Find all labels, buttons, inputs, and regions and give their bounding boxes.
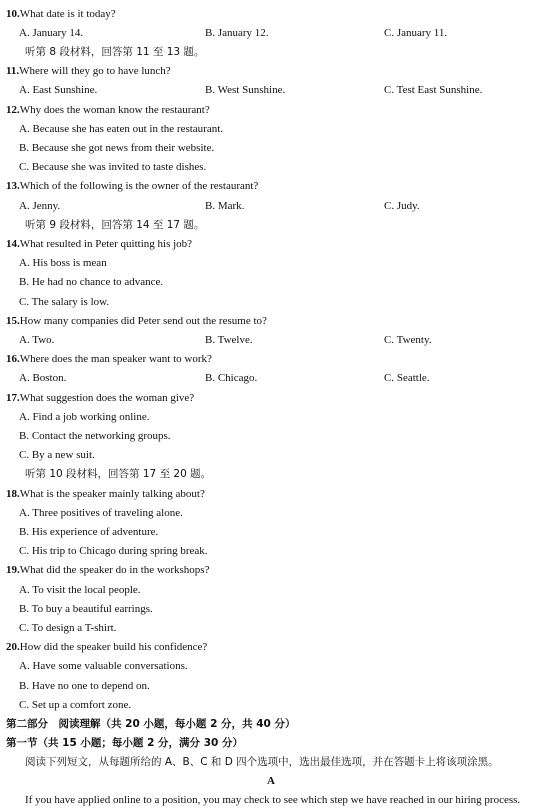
question-12: 12.Why does the woman know the restaurant?: [6, 104, 210, 116]
question-18: 18.What is the speaker mainly talking about?: [6, 488, 205, 500]
listening-note-10: 听第 10 段材料，回答第 17 至 20 题。: [25, 468, 212, 480]
option-a: A. To visit the local people.: [19, 584, 141, 596]
option-a: A. Have some valuable conversations.: [19, 660, 188, 672]
option-c: C. Judy.: [384, 200, 420, 212]
question-17: 17.What suggestion does the woman give?: [6, 392, 195, 404]
option-c: C. His trip to Chicago during spring break.: [19, 545, 208, 557]
option-c: C. Twenty.: [384, 334, 432, 346]
passage-text: If you have applied online to a position, you may check to see which step we have reached in our hiring process.: [25, 794, 521, 806]
option-b: B. Have no one to depend on.: [19, 680, 150, 692]
question-11-options: [0, 81, 542, 100]
option-c: C. To design a T-shirt.: [19, 622, 117, 634]
option-b: B. Twelve.: [205, 334, 253, 346]
question-13-options: [0, 197, 542, 216]
option-b: B. Because she got news from their website.: [19, 142, 215, 154]
question-20: 20.How did the speaker build his confidence?: [6, 641, 208, 653]
question-19: 19.What did the speaker do in the workshops?: [6, 564, 210, 576]
option-c: C. Test East Sunshine.: [384, 84, 483, 96]
option-c: C. By a new suit.: [19, 449, 95, 461]
option-b: B. January 12.: [205, 27, 269, 39]
option-c: C. Seattle.: [384, 372, 430, 384]
option-b: B. He had no chance to advance.: [19, 276, 164, 288]
option-a: A. Boston.: [19, 372, 67, 384]
question-16-options: [0, 369, 542, 388]
option-c: C. The salary is low.: [19, 296, 110, 308]
part-two-heading: 第二部分 阅读理解（共 20 小题，每小题 2 分，共 40 分）: [6, 718, 296, 730]
option-a: A. His boss is mean: [19, 257, 107, 269]
option-a: A. January 14.: [19, 27, 84, 39]
question-11: 11.Where will they go to have lunch?: [6, 65, 171, 77]
option-b: B. His experience of adventure.: [19, 526, 159, 538]
passage-label: A: [267, 775, 275, 787]
question-15: 15.How many companies did Peter send out the resume to?: [6, 315, 267, 327]
question-10: 10.What date is it today?: [6, 8, 116, 20]
option-a: A. Two.: [19, 334, 55, 346]
question-14: 14.What resulted in Peter quitting his job?: [6, 238, 193, 250]
option-c: C. Because she was invited to taste dishes.: [19, 161, 207, 173]
listening-note-8: 听第 8 段材料，回答第 11 至 13 题。: [25, 46, 205, 58]
question-15-options: [0, 331, 542, 350]
option-b: B. West Sunshine.: [205, 84, 286, 96]
option-a: A. Jenny.: [19, 200, 61, 212]
question-13: 13.Which of the following is the owner of the restaurant?: [6, 180, 259, 192]
option-b: B. Mark.: [205, 200, 245, 212]
option-c: C. Set up a comfort zone.: [19, 699, 132, 711]
section-one-heading: 第一节（共 15 小题；每小题 2 分，满分 30 分）: [6, 737, 243, 749]
option-b: B. Contact the networking groups.: [19, 430, 171, 442]
option-a: A. Because she has eaten out in the restaurant.: [19, 123, 224, 135]
question-10-options: [0, 24, 542, 43]
reading-instruction: 阅读下列短文，从每题所给的 A、B、C 和 D 四个选项中，选出最佳选项，并在答题卡上将该项涂黑。: [25, 756, 499, 768]
option-a: A. East Sunshine.: [19, 84, 98, 96]
option-b: B. Chicago.: [205, 372, 258, 384]
option-a: A. Find a job working online.: [19, 411, 150, 423]
option-c: C. January 11.: [384, 27, 448, 39]
question-16: 16.Where does the man speaker want to work?: [6, 353, 212, 365]
option-a: A. Three positives of traveling alone.: [19, 507, 183, 519]
listening-note-9: 听第 9 段材料，回答第 14 至 17 题。: [25, 219, 205, 231]
option-b: B. To buy a beautiful earrings.: [19, 603, 153, 615]
